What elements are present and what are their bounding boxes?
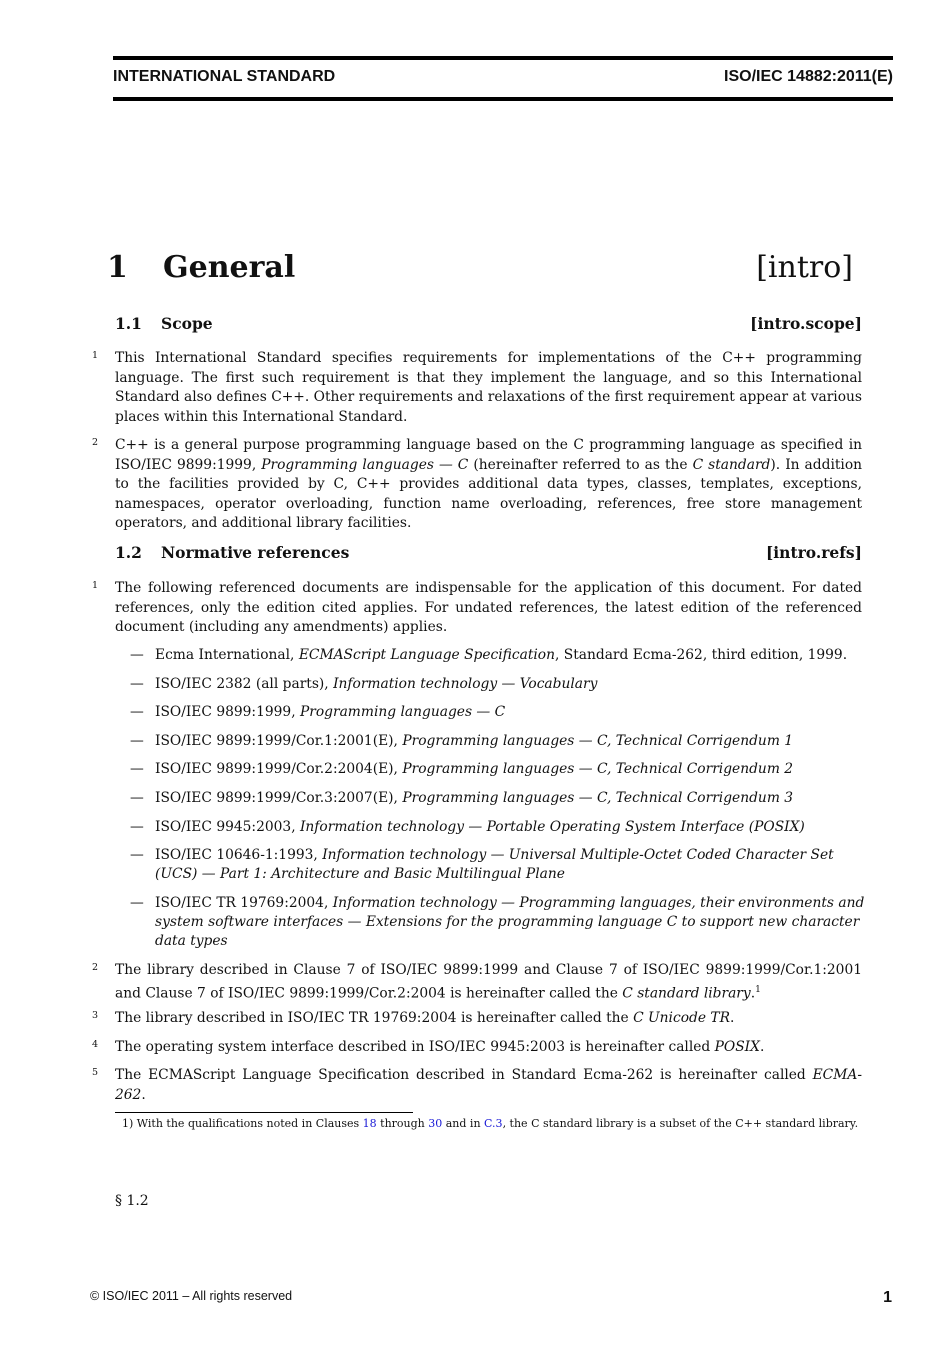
ref-id: ISO/IEC 9945:2003, xyxy=(155,819,300,835)
header-rule-top xyxy=(113,56,893,60)
page-number: 1 xyxy=(883,1289,892,1306)
references-paragraph-5 xyxy=(115,1066,862,1105)
reference-item xyxy=(155,789,865,808)
list-bullet: — xyxy=(130,647,144,663)
reference-item xyxy=(155,760,865,779)
ref-id: Ecma International, xyxy=(155,647,299,663)
list-bullet: — xyxy=(130,819,144,835)
paragraph-number: 2 xyxy=(92,437,99,448)
ref-title: Information technology — Universal Multiple-Octet Coded Character Set (UCS) — Part 1: Architecture and Basic Multilingual Plane xyxy=(155,847,834,882)
list-bullet: — xyxy=(130,790,144,806)
footnote-rule xyxy=(115,1112,413,1113)
paragraph-number: 2 xyxy=(92,962,99,973)
footnote-marker[interactable]: 1 xyxy=(755,984,761,995)
ref-title: Programming languages — C, Technical Corrigendum 1 xyxy=(402,733,794,749)
ref-id: ISO/IEC 9899:1999/Cor.2:2004(E), xyxy=(155,761,403,777)
ref-id: ISO/IEC 10646-1:1993, xyxy=(155,847,323,863)
ref-title: Information technology — Vocabulary xyxy=(333,676,598,692)
clause-link[interactable]: 30 xyxy=(428,1117,443,1130)
section-reference: § 1.2 xyxy=(115,1193,149,1209)
text-run: The operating system interface described in ISO/IEC 9945:2003 is hereinafter called xyxy=(115,1039,715,1055)
chapter-tag: [intro] xyxy=(756,250,853,285)
references-paragraph-3 xyxy=(115,1009,862,1029)
chapter-title: General xyxy=(163,250,296,285)
annex-link[interactable]: C.3 xyxy=(484,1117,503,1130)
section-title: Scope xyxy=(161,314,213,333)
text-run: . xyxy=(141,1086,146,1103)
clause-link[interactable]: 18 xyxy=(362,1117,377,1130)
section-heading-scope xyxy=(115,314,862,336)
paragraph-number: 3 xyxy=(92,1010,99,1021)
footer-copyright: © ISO/IEC 2011 – All rights reserved xyxy=(90,1289,293,1303)
ref-id: ISO/IEC 9899:1999/Cor.1:2001(E), xyxy=(155,733,403,749)
list-bullet: — xyxy=(130,704,144,720)
chapter-number: 1 xyxy=(107,250,128,285)
header-rule-bottom xyxy=(113,97,893,101)
section-tag: [intro.scope] xyxy=(750,314,862,333)
paragraph-number: 1 xyxy=(92,580,99,591)
ref-title: ECMAScript Language Specification xyxy=(298,647,555,663)
paragraph-number: 4 xyxy=(92,1039,99,1050)
text-run: ). In addition to the facilities provided by C, C++ provides additional data types, classes, templates, exceptions, namespaces, operator overloading, function name overloading, references, free store management operators, and additional library facilities. xyxy=(115,456,863,531)
ref-id: ISO/IEC 9899:1999, xyxy=(155,704,300,720)
section-number: 1.1 xyxy=(115,314,142,333)
reference-item xyxy=(155,732,865,751)
italic-term: POSIX xyxy=(714,1039,760,1055)
italic-term: C standard xyxy=(692,456,771,473)
references-paragraph-2 xyxy=(115,961,862,1004)
section-title: Normative references xyxy=(161,543,350,562)
reference-item xyxy=(155,646,865,665)
footnote xyxy=(115,1116,862,1132)
text-run: C++ is a general purpose programming language based on the C programming language as specified in ISO/IEC 9899:1999, xyxy=(115,437,862,473)
text-run: . xyxy=(750,985,756,1002)
list-bullet: — xyxy=(130,847,144,863)
reference-item xyxy=(155,894,865,951)
ref-title: Programming languages — C, Technical Corrigendum 3 xyxy=(402,790,794,806)
references-intro-paragraph: The following referenced documents are indispensable for the application of this document. For dated references, only the edition cited applies. For undated references, the latest edition of the referenced document (including any amendments) applies. xyxy=(115,580,862,635)
paragraph-number: 1 xyxy=(92,350,99,361)
text-run: . xyxy=(759,1039,765,1055)
ref-title: Information technology — Programming languages, their environments and system software interfaces — Extensions for the programming language C to support new character data types xyxy=(155,895,865,949)
reference-item xyxy=(155,675,865,694)
section-heading-normative-references xyxy=(115,543,862,565)
text-run: With the qualifications noted in Clauses xyxy=(136,1117,363,1130)
reference-item xyxy=(155,846,865,884)
footnote-number: 1) xyxy=(122,1117,134,1130)
italic-term: C standard library xyxy=(622,985,751,1002)
text-run: The library described in ISO/IEC TR 19769:2004 is hereinafter called the xyxy=(115,1010,634,1026)
ref-title: Programming languages — C xyxy=(299,704,506,720)
text-run: and in xyxy=(442,1117,485,1130)
text-run: . xyxy=(729,1010,735,1026)
header-standard-id: ISO/IEC 14882:2011(E) xyxy=(724,68,893,85)
ref-title: Programming languages — C, Technical Corrigendum 2 xyxy=(402,761,794,777)
scope-paragraph-2 xyxy=(115,436,862,534)
text-run: The library described in Clause 7 of ISO/IEC 9899:1999 and Clause 7 of ISO/IEC 9899:1999/Cor.1:2001 and Clause 7 of ISO/IEC 9899:1999/Cor.2:2004 is hereinafter called the xyxy=(115,962,862,1002)
text-run: , the C standard library is a subset of the C++ standard library. xyxy=(502,1117,859,1130)
italic-term: C Unicode TR xyxy=(633,1010,730,1026)
scope-paragraph-1: This International Standard specifies requirements for implementations of the C++ programming language. The first such requirement is that they implement the language, and so this International Standard also defines C++. Other requirements and relaxations of the first requirement appear at various places within this International Standard. xyxy=(115,350,862,425)
paragraph-number: 5 xyxy=(92,1067,99,1078)
list-bullet: — xyxy=(130,676,144,692)
ref-id: ISO/IEC TR 19769:2004, xyxy=(155,895,333,911)
text-run: The ECMAScript Language Specification described in Standard Ecma-262 is hereinafter called xyxy=(115,1067,813,1083)
references-paragraph-4 xyxy=(115,1038,862,1058)
ref-id: ISO/IEC 2382 (all parts), xyxy=(155,676,334,692)
ref-title: Information technology — Portable Operating System Interface (POSIX) xyxy=(299,819,805,835)
list-bullet: — xyxy=(130,761,144,777)
text-run: (hereinafter referred to as the xyxy=(468,456,693,473)
section-tag: [intro.refs] xyxy=(765,543,862,562)
ref-id: ISO/IEC 9899:1999/Cor.3:2007(E), xyxy=(155,790,403,806)
reference-item xyxy=(155,703,865,722)
text-run: through xyxy=(376,1117,429,1130)
list-bullet: — xyxy=(130,733,144,749)
ref-suffix: , Standard Ecma-262, third edition, 1999. xyxy=(554,647,848,663)
italic-title: Programming languages — C xyxy=(261,456,469,473)
header-document-type: INTERNATIONAL STANDARD xyxy=(113,68,336,85)
list-bullet: — xyxy=(130,895,144,911)
reference-item xyxy=(155,818,865,837)
section-number: 1.2 xyxy=(115,543,142,562)
italic-term: ECMA-262 xyxy=(115,1067,862,1103)
